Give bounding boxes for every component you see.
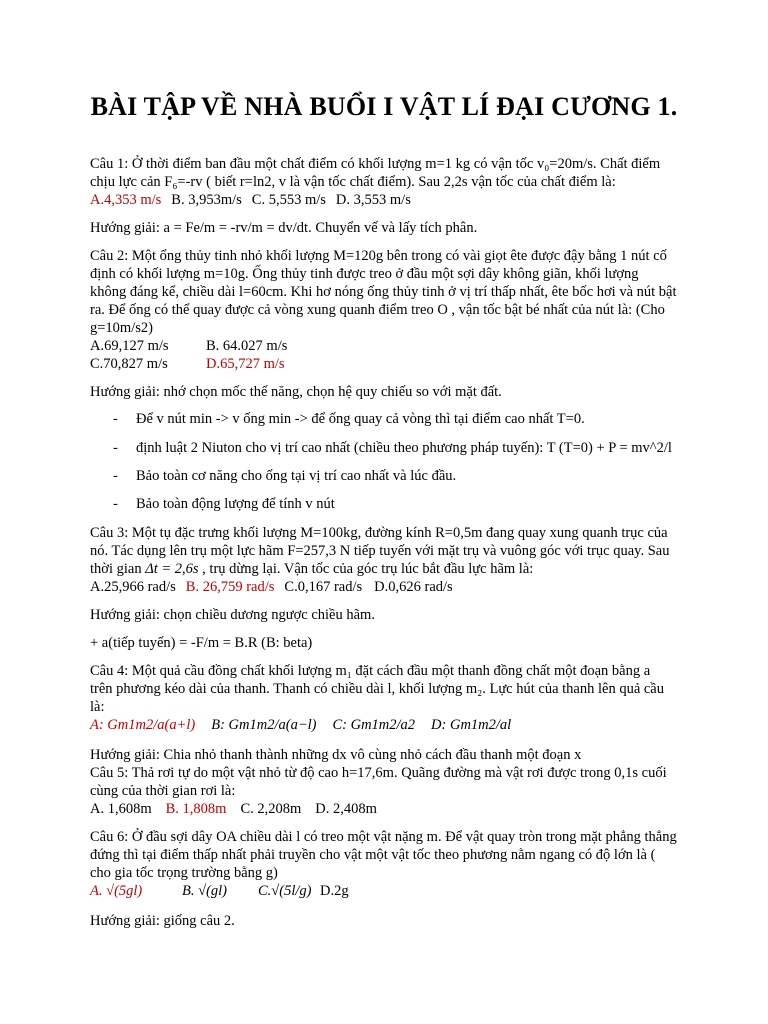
q6-line-3: cho gia tốc trọng trường bằng g) <box>90 865 278 881</box>
q2-bullet-3: Bảo toàn cơ năng cho ống tại vị trí cao nhất và lúc đầu. <box>136 468 457 484</box>
q1-option-d: D. 3,553 m/s <box>335 192 411 208</box>
q5-options <box>90 800 377 818</box>
q6-option-a-correct: A. √(5gl) <box>90 883 143 899</box>
q2-line-1: Câu 2: Một ống thủy tinh nhỏ khối lượng M=120g bên trong có vài giọt ête được đậy bằng 1 nút cố <box>90 248 667 264</box>
q4-label: Câu 4: <box>90 663 129 679</box>
q4-option-b: B: Gm1m2/a(a−l) <box>211 717 317 733</box>
q1-option-b: B. 3,953m/s <box>171 192 242 208</box>
q4-option-a-correct: A: Gm1m2/a(a+l) <box>90 717 196 733</box>
q3-option-d: D.0,626 rad/s <box>374 579 453 595</box>
q2-options-row-1 <box>90 337 287 355</box>
q5-line-2: cùng của thời gian rơi là: <box>90 783 236 799</box>
q2-option-b: B. 64.027 m/s <box>206 338 288 354</box>
q4-hint: Hướng giải: Chia nhỏ thanh thành những dx vô cùng nhỏ cách đầu thanh một đoạn x <box>90 747 582 763</box>
q1-label: Câu 1: <box>90 156 129 172</box>
q2-line-5: g=10m/s2) <box>90 320 153 336</box>
q2-bullet-dash-1: - <box>113 411 118 427</box>
q3-formula: + a(tiếp tuyến) = -F/m = B.R (B: beta) <box>90 635 313 651</box>
q6-label: Câu 6: <box>90 829 129 845</box>
q3-options <box>90 578 453 596</box>
q4-line-1: Câu 4: Một quả cầu đồng chất khối lượng m₁ đặt cách đầu một thanh đồng chất một đoạn bằng a <box>90 663 651 679</box>
q2-bullet-dash-2: - <box>113 440 118 456</box>
q2-line-2: định có khối lượng m=10g. Ống thủy tinh được treo ở đầu một sợi dây không giãn, khối lượng <box>90 266 639 282</box>
q1-options <box>90 191 411 209</box>
q2-bullet-2: định luật 2 Niuton cho vị trí cao nhất (chiều theo phương pháp tuyến): T (T=0) + P = mv^2/l <box>136 440 672 456</box>
q5-label: Câu 5: <box>90 765 129 781</box>
q2-line-4: ra. Để ống có thể quay được cả vòng xung quanh điểm treo O , vận tốc bật bé nhất của nút là: (Cho <box>90 302 665 318</box>
q4-line-3: là: <box>90 699 105 715</box>
q4-option-d: D: Gm1m2/al <box>431 717 512 733</box>
q2-label: Câu 2: <box>90 248 129 264</box>
q6-option-c: C.√(5l/g) <box>258 883 312 899</box>
q4-option-c: C: Gm1m2/a2 <box>332 717 416 733</box>
q2-option-d-correct: D.65,727 m/s <box>206 356 285 372</box>
q4-line-2: trên phương kéo dài của thanh. Thanh có chiều dài l, khối lượng m₂. Lực hút của thanh lên quả cầu <box>90 681 664 697</box>
q1-line-1: Câu 1: Ở thời điểm ban đầu một chất điểm có khối lượng m=1 kg có vận tốc v₀=20m/s. Chất điểm <box>90 156 661 172</box>
q2-bullet-4: Bảo toàn động lượng để tính v nút <box>136 496 335 512</box>
q3-line-2: nó. Tác dụng lên trụ một lực hãm F=257,3 N tiếp tuyến với mặt trụ và vuông góc với trục quay. Sau <box>90 543 670 559</box>
q3-line-1: Câu 3: Một tụ đặc trưng khối lượng M=100kg, đường kính R=0,5m đang quay xung quanh trục của <box>90 525 668 541</box>
q1-option-a-correct: A.4,353 m/s <box>90 192 162 208</box>
q6-option-d: D.2g <box>320 883 349 899</box>
q5-option-b-correct: B. 1,808m <box>165 801 227 817</box>
q6-option-b: B. √(gl) <box>182 883 228 899</box>
q2-bullet-dash-3: - <box>113 468 118 484</box>
q3-option-a: A.25,966 rad/s <box>90 579 176 595</box>
q4-options <box>90 716 511 734</box>
q5-option-a: A. 1,608m <box>90 801 152 817</box>
q2-options-row-2 <box>90 355 285 373</box>
q3-hint: Hướng giải: chọn chiều dương ngược chiều hãm. <box>90 607 375 623</box>
q3-option-c: C.0,167 rad/s <box>284 579 363 595</box>
q3-label: Câu 3: <box>90 525 129 541</box>
q2-option-a: A.69,127 m/s <box>90 338 169 354</box>
q1-option-c: C. 5,553 m/s <box>251 192 326 208</box>
q3-delta-t: Δt = 2,6s <box>145 561 199 577</box>
q3-line-3: thời gian Δt = 2,6s , trụ dừng lại. Vận tốc của góc trụ lúc bắt đầu lực hãm là: <box>90 561 534 577</box>
q1-line-2: chịu lực cản F₆=-rv ( biết r=ln2, v là vận tốc chất điểm). Sau 2,2s vận tốc của chất điểm là: <box>90 174 616 190</box>
q2-bullet-1: Để v nút min -> v ống min -> để ống quay cả vòng thì tại điểm cao nhất T=0. <box>136 411 585 427</box>
q5-option-d: D. 2,408m <box>315 801 377 817</box>
q2-option-c: C.70,827 m/s <box>90 356 168 372</box>
q6-options <box>90 882 349 900</box>
q5-line-1: Câu 5: Thả rơi tự do một vật nhỏ từ độ cao h=17,6m. Quãng đường mà vật rơi được trong 0,1s cuối <box>90 765 667 781</box>
page-title: BÀI TẬP VỀ NHÀ BUỔI I VẬT LÍ ĐẠI CƯƠNG 1. <box>90 92 678 121</box>
q2-line-3: không đáng kể, chiều dài l=60cm. Khi hơ nóng ống thủy tinh ở vị trí thấp nhất, ête bốc hơi và nút bật <box>90 284 677 300</box>
q6-line-1: Câu 6: Ở đầu sợi dây OA chiều dài l có treo một vật nặng m. Để vật quay tròn trong mặt phẳng thẳng <box>90 829 677 845</box>
q1-hint: Hướng giải: a = Fe/m = -rv/m = dv/dt. Chuyển vế và lấy tích phân. <box>90 220 478 236</box>
q5-option-c: C. 2,208m <box>240 801 302 817</box>
q6-line-2: đứng thì tại điểm thấp nhất phải truyền cho vật một vật tốc theo phương nằm ngang có độ lớn là ( <box>90 847 656 863</box>
q6-hint: Hướng giải: giống câu 2. <box>90 913 235 929</box>
q2-bullet-dash-4: - <box>113 496 118 512</box>
q2-hint: Hướng giải: nhớ chọn mốc thế năng, chọn hệ quy chiếu so với mặt đất. <box>90 384 502 400</box>
q3-option-b-correct: B. 26,759 rad/s <box>185 579 275 595</box>
